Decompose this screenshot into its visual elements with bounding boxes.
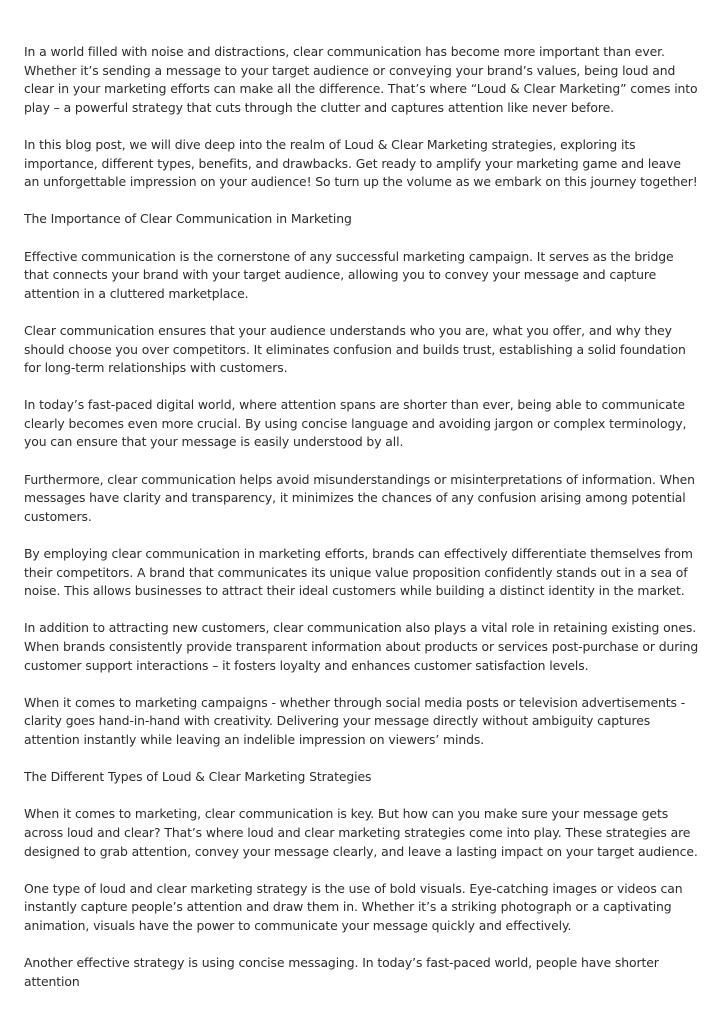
paragraph-importance-2: Clear communication ensures that your audience understands who you are, what you offer, and why they should choose you over competitors. It eliminates confusion and builds trust, establishing a solid foundation for long-term relationships with customers. [24,322,686,376]
paragraph-importance-4: Furthermore, clear communication helps avoid misunderstandings or misinterpretations of information. When messages have clarity and transparency, it minimizes the chances of any confusion arising among potential customers. [24,471,695,524]
paragraph-importance-5: By employing clear communication in marketing efforts, brands can effectively differentiate themselves from their competitors. A brand that communicates its unique value proposition confidently stands out in a sea of noise. This allows businesses to attract their ideal customers while building a distinct identity in the market. [24,546,693,599]
paragraph-importance-6: In addition to attracting new customers, clear communication also plays a vital role in retaining existing ones. When brands consistently provide transparent information about products or services post-purchase or during customer support interactions – it fosters loyalty and enhances customer satisfaction levels. [24,620,699,673]
section-heading-types: The Different Types of Loud & Clear Marketing Strategies [24,769,372,785]
paragraph-types-1: When it comes to marketing, clear communication is key. But how can you make sure your message gets across loud and clear? That’s where loud and clear marketing strategies come into play. These strategies are designed to grab attention, convey your message clearly, and leave a lasting impact on your target audience. [24,806,698,859]
paragraph-importance-7: When it comes to marketing campaigns - whether through social media posts or television advertisements - clarity goes hand-in-hand with creativity. Delivering your message directly without ambiguity captures attention instantly while leaving an indelible impression on viewers’ minds. [24,694,686,747]
paragraph-importance-3: In today’s fast-paced digital world, where attention spans are shorter than ever, being able to communicate clearly becomes even more crucial. By using concise language and avoiding jargon or complex terminology, you can ensure that your message is easily understood by all. [24,397,687,450]
paragraph-importance-1: Effective communication is the cornerstone of any successful marketing campaign. It serves as the bridge that connects your brand with your target audience, allowing you to convey your message and capture attention in a cluttered marketplace. [24,248,674,301]
paragraph-intro-1: In a world filled with noise and distractions, clear communication has become more important than ever. Whether it’s sending a message to your target audience or conveying your brand’s values, being loud and clear in your marketing efforts can make all the difference. That’s where “Loud & Clear Marketing” comes into play – a powerful strategy that cuts through the clutter and captures attention like never before. [24,44,698,115]
document-body [24,43,700,1010]
paragraph-intro-2: In this blog post, we will dive deep into the realm of Loud & Clear Marketing strategies, exploring its importance, different types, benefits, and drawbacks. Get ready to amplify your marketing game and leave an unforgettable impression on your audience! So turn up the volume as we embark on this journey together! [24,136,698,190]
paragraph-types-3: Another effective strategy is using concise messaging. In today’s fast-paced world, people have shorter attention [24,955,659,989]
paragraph-types-2: One type of loud and clear marketing strategy is the use of bold visuals. Eye-catching images or videos can instantly capture people’s attention and draw them in. Whether it’s a striking photograph or a captivating animation, visuals have the power to communicate your message quickly and effectively. [24,880,683,933]
section-heading-importance: The Importance of Clear Communication in Marketing [24,211,352,227]
